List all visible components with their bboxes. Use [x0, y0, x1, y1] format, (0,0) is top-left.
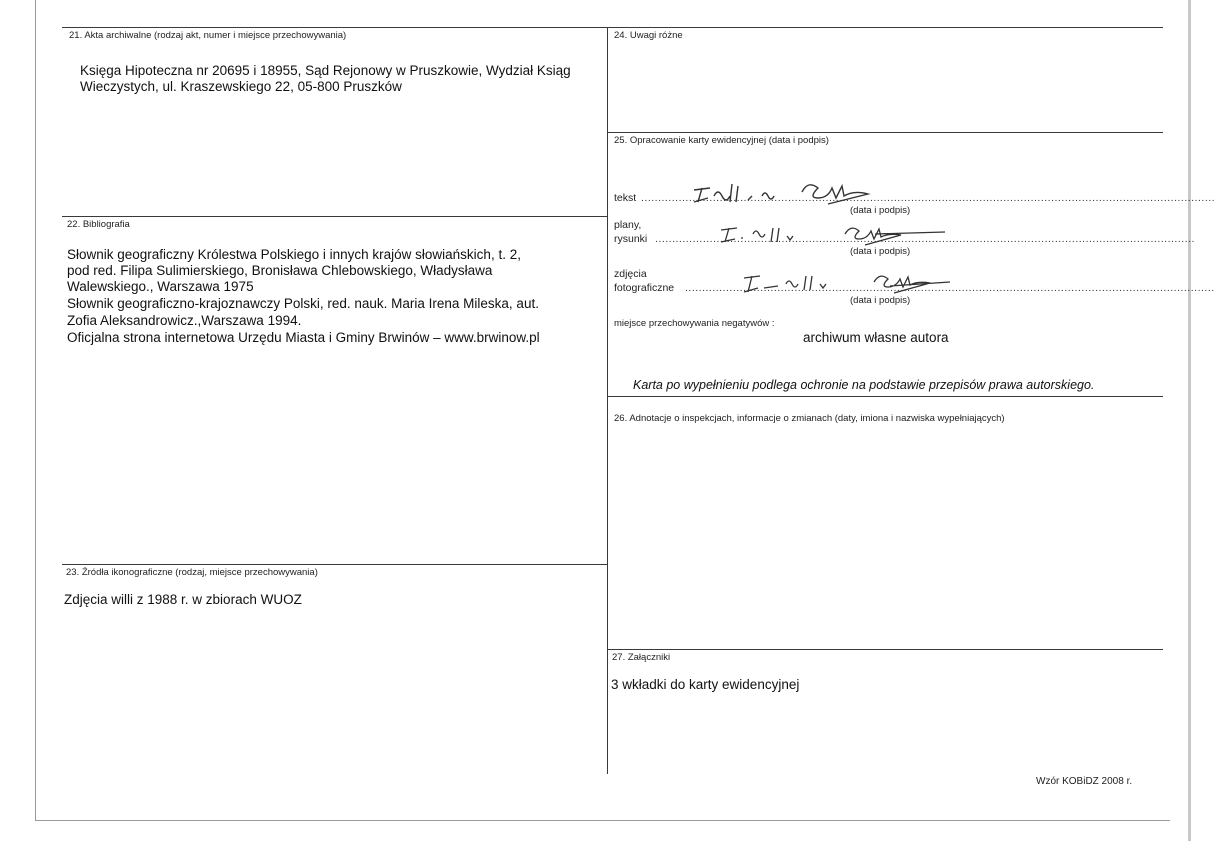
rule-22-23: [62, 564, 607, 565]
section-22-line-3: Walewskiego., Warszawa 1975: [67, 279, 254, 294]
page-bottom-edge: [35, 820, 1170, 821]
section-25-label: 25. Opracowanie karty ewidencyjnej (data i podpis): [614, 135, 829, 146]
zdjecia-handwritten-signature: [740, 270, 980, 296]
section-24-label: 24. Uwagi różne: [614, 30, 683, 41]
copyright-note: Karta po wypełnieniu podlega ochronie na podstawie przepisów prawa autorskiego.: [633, 378, 1095, 392]
negatives-label: miejsce przechowywania negatywów :: [614, 318, 775, 329]
page-right-edge: [1188, 0, 1191, 841]
tekst-label: tekst: [614, 192, 637, 204]
zdjecia-caption: (data i podpis): [850, 295, 911, 306]
rule-26-27: [607, 649, 1163, 650]
section-22-line-2: pod red. Filipa Sulimierskiego, Bronisława Chlebowskiego, Władysława: [67, 263, 493, 278]
rule-21-22: [62, 216, 607, 217]
top-rule: [62, 27, 1163, 28]
rysunki-dotted-line: ..............................................................................................................................................................: [655, 233, 1195, 245]
rule-24-25: [607, 132, 1163, 133]
section-23-text: Zdjęcia willi z 1988 r. w zbiorach WUOZ: [64, 592, 302, 607]
section-22-line-5: Zofia Aleksandrowicz.,Warszawa 1994.: [67, 313, 302, 328]
negatives-value: archiwum własne autora: [803, 330, 949, 345]
plany-label: plany,: [614, 219, 642, 231]
section-23-label: 23. Źródła ikonograficzne (rodzaj, miejsce przechowywania): [66, 567, 318, 578]
rysunki-label: rysunki: [614, 233, 648, 245]
tekst-dotted-line: ........................................................................................................................................................................: [641, 192, 1215, 204]
section-22-label: 22. Bibliografia: [67, 219, 130, 230]
zdjecia-label: zdjęcia: [614, 268, 647, 280]
section-22-line-6: Oficjalna strona internetowa Urzędu Miasta i Gminy Brwinów – www.brwinow.pl: [67, 330, 540, 345]
section-26-label: 26. Adnotacje o inspekcjach, informacje o zmianach (daty, imiona i nazwiska wypełniających): [614, 413, 1005, 424]
section-21-line-2: Wieczystych, ul. Kraszewskiego 22, 05-800 Pruszków: [80, 79, 402, 94]
section-27-text: 3 wkładki do karty ewidencyjnej: [611, 677, 800, 692]
section-27-label: 27. Załączniki: [612, 652, 671, 663]
rule-25-26: [607, 396, 1163, 397]
rysunki-caption: (data i podpis): [850, 246, 911, 257]
page-left-edge: [35, 0, 36, 820]
section-22-line-1: Słownik geograficzny Królestwa Polskiego i innych krajów słowiańskich, t. 2,: [67, 247, 521, 262]
form-template-id: Wzór KOBiDZ 2008 r.: [1036, 776, 1133, 787]
center-divider: [607, 27, 608, 774]
section-21-line-1: Księga Hipoteczna nr 20695 i 18955, Sąd Rejonowy w Pruszkowie, Wydział Ksiąg: [80, 63, 571, 78]
fotograficzne-label: fotograficzne: [614, 282, 675, 294]
tekst-caption: (data i podpis): [850, 205, 911, 216]
section-22-line-4: Słownik geograficzno-krajoznawczy Polski, red. nauk. Maria Irena Mileska, aut.: [67, 296, 539, 311]
tekst-handwritten-signature: [690, 178, 900, 206]
zdjecia-dotted-line: ...........................................................................................................................................................: [685, 282, 1215, 294]
section-21-label: 21. Akta archiwalne (rodzaj akt, numer i miejsce przechowywania): [69, 30, 347, 41]
rysunki-handwritten-signature: [715, 222, 955, 246]
